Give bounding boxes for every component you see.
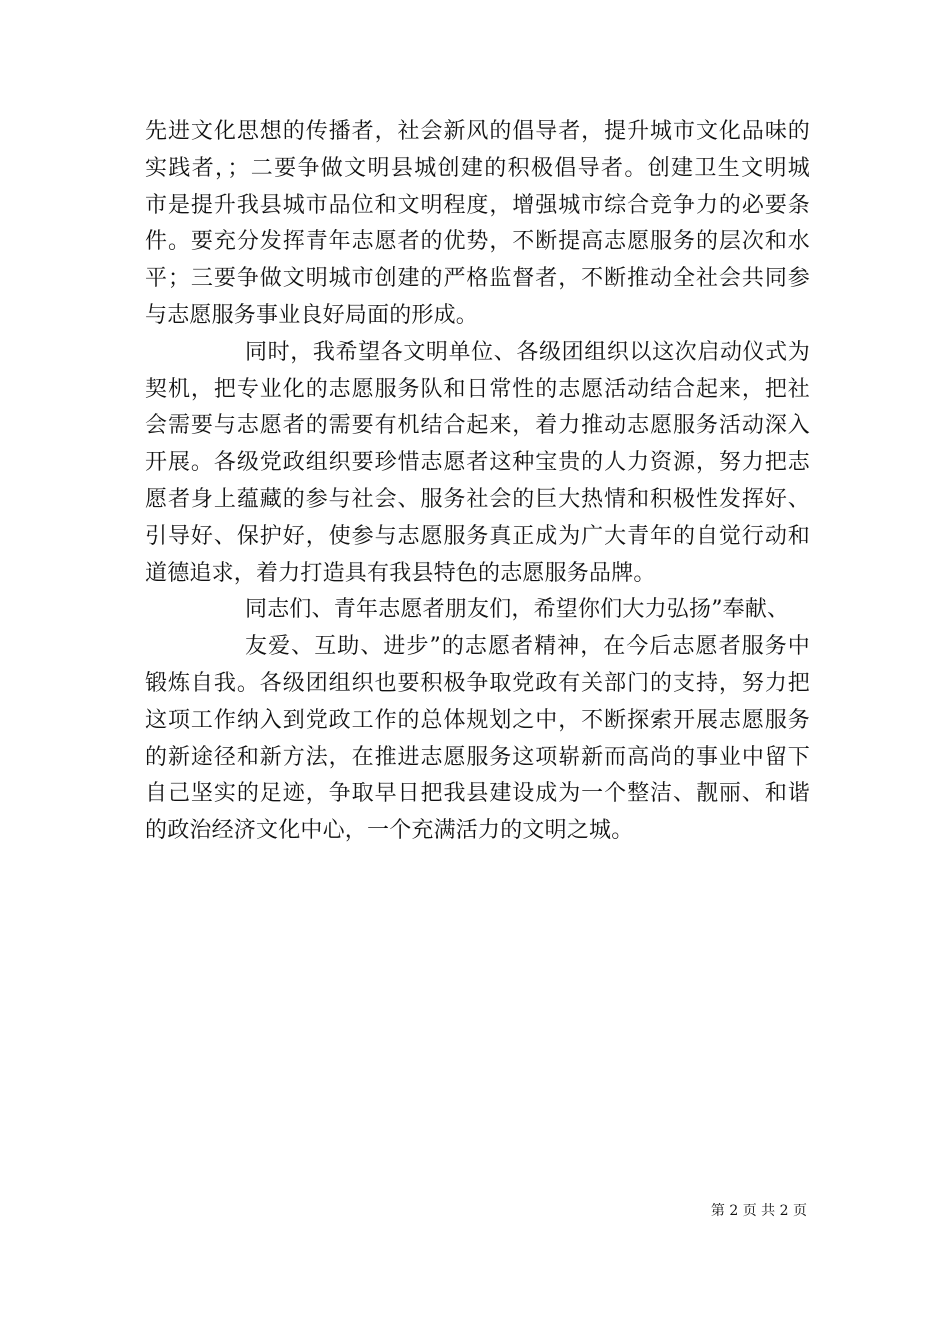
text-line: 先进文化思想的传播者，社会新风的倡导者，提升城市文化品味的 (145, 119, 810, 144)
text-line: 友爱、互助、进步”的志愿者精神，在今后志愿者服务中 (245, 634, 810, 660)
text-line: 契机，把专业化的志愿服务队和日常性的志愿活动结合起来，把社 (145, 376, 810, 402)
text-line: 愿者身上蕴藏的参与社会、服务社会的巨大热情和积极性发挥好、 (145, 486, 810, 512)
text-line: 自己坚实的足迹，争取早日把我县建设成为一个整洁、靓丽、和谐 (145, 781, 810, 807)
paragraph-3 (145, 592, 810, 629)
text-line: 会需要与志愿者的需要有机结合起来，着力推动志愿服务活动深入 (145, 413, 810, 439)
text-line: 引导好、保护好，使参与志愿服务真正成为广大青年的自觉行动和 (145, 523, 810, 549)
text-line: 平；三要争做文明城市创建的严格监督者，不断推动全社会共同参 (145, 266, 810, 292)
paragraph-2 (145, 335, 810, 593)
text-line: 市是提升我县城市品位和文明程度，增强城市综合竞争力的必要条 (145, 192, 810, 218)
paragraph-4 (145, 629, 810, 850)
text-line: 的新途径和新方法，在推进志愿服务这项崭新而高尚的事业中留下 (145, 744, 810, 770)
text-line: 锻炼自我。各级团组织也要积极争取党政有关部门的支持，努力把 (145, 670, 810, 696)
paragraph-1 (145, 114, 810, 335)
text-line: 同时，我希望各文明单位、各级团组织以这次启动仪式为 (245, 339, 810, 365)
text-line: 开展。各级党政组织要珍惜志愿者这种宝贵的人力资源，努力把志 (145, 450, 810, 476)
body-text (145, 114, 810, 850)
page-number: 第 2 页 共 2 页 (710, 1203, 807, 1219)
text-line: 同志们、青年志愿者朋友们，希望你们大力弘扬”奉献、 (245, 597, 790, 623)
text-line: 与志愿服务事业良好局面的形成。 (145, 302, 479, 328)
text-line: 道德追求，着力打造具有我县特色的志愿服务品牌。 (145, 560, 656, 586)
text-line: 这项工作纳入到党政工作的总体规划之中，不断探索开展志愿服务 (145, 707, 810, 733)
text-line: 实践者，；二要争做文明县城创建的积极倡导者。创建卫生文明城 (145, 155, 810, 181)
text-line: 件。要充分发挥青年志愿者的优势，不断提高志愿服务的层次和水 (145, 229, 810, 255)
text-line: 的政治经济文化中心，一个充满活力的文明之城。 (145, 818, 634, 844)
